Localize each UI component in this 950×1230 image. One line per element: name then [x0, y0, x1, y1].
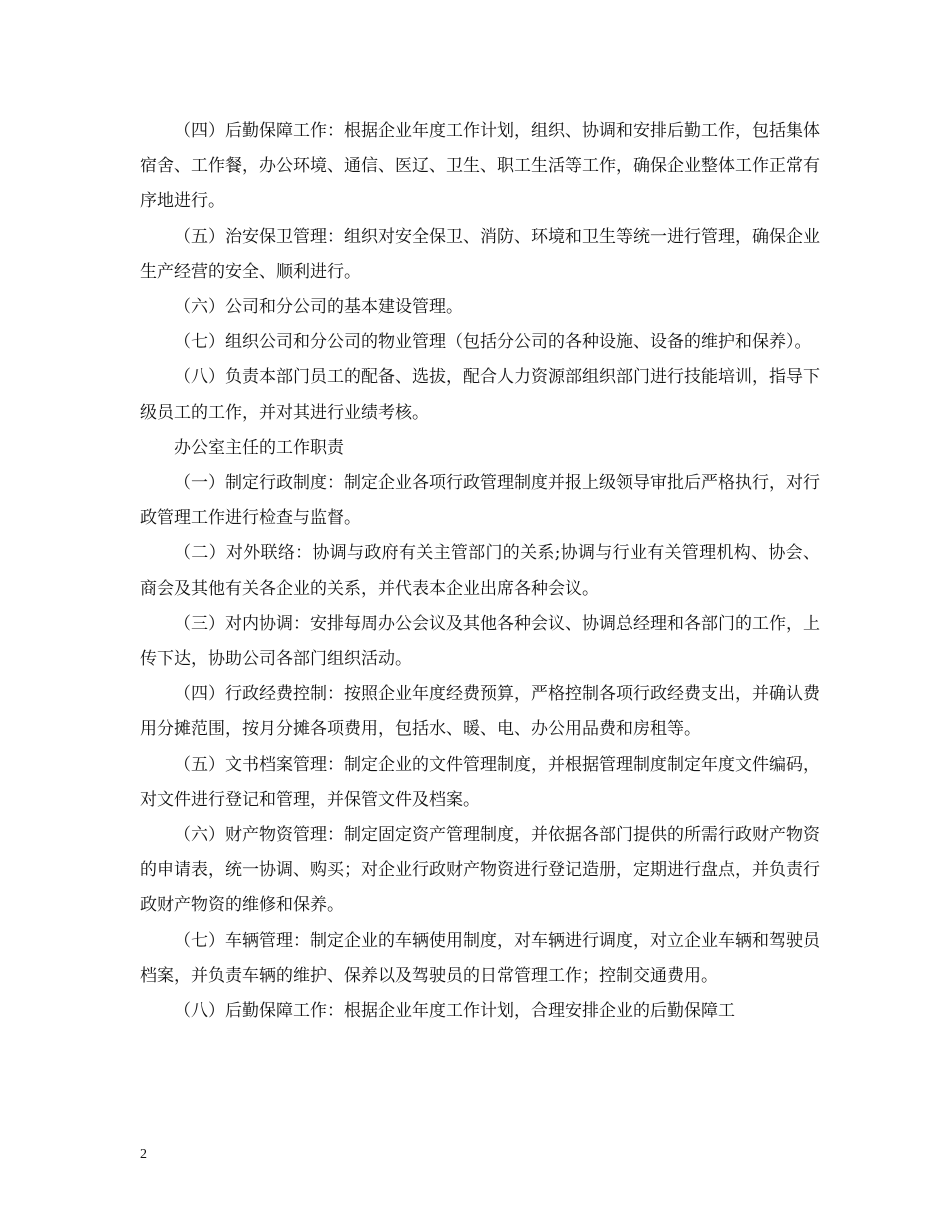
- paragraph: （二）对外联络：协调与政府有关主管部门的关系;协调与行业有关管理机构、协会、商会及其他有关各企业的关系，并代表本企业出席各种会议。: [140, 543, 820, 599]
- paragraph: （六）财产物资管理：制定固定资产管理制度，并依据各部门提供的所需行政财产物资的申请表，统一协调、购买；对企业行政财产物资进行登记造册，定期进行盘点，并负责行政财产物资的维修和保养。: [140, 825, 820, 916]
- paragraph: （五）治安保卫管理：组织对安全保卫、消防、环境和卫生等统一进行管理，确保企业生产经营的安全、顺利进行。: [140, 226, 820, 282]
- paragraph: （八）负责本部门员工的配备、选拔，配合人力资源部组织部门进行技能培训，指导下级员工的工作，并对其进行业绩考核。: [140, 367, 820, 423]
- paragraph: （七）组织公司和分公司的物业管理（包括分公司的各种设施、设备的维护和保养）。: [174, 332, 812, 353]
- page-number: 2: [140, 1147, 147, 1162]
- paragraph: （六）公司和分公司的基本建设管理。: [174, 297, 463, 318]
- paragraph: （四）行政经费控制：按照企业年度经费预算，严格控制各项行政经费支出，并确认费用分摊范围，按月分摊各项费用，包括水、暖、电、办公用品费和房租等。: [140, 684, 820, 740]
- paragraph: （一）制定行政制度：制定企业各项行政管理制度并报上级领导审批后严格执行，对行政管理工作进行检查与监督。: [140, 473, 820, 529]
- paragraph: （五）文书档案管理：制定企业的文件管理制度，并根据管理制度制定年度文件编码，对文件进行登记和管理，并保管文件及档案。: [140, 754, 820, 810]
- paragraph: （四）后勤保障工作：根据企业年度工作计划，组织、协调和安排后勤工作，包括集体宿舍、工作餐，办公环境、通信、医辽、卫生、职工生活等工作，确保企业整体工作正常有序地进行。: [140, 121, 820, 212]
- document-body: [140, 114, 820, 1029]
- section-heading: 办公室主任的工作职责: [174, 437, 344, 458]
- paragraph: （七）车辆管理：制定企业的车辆使用制度，对车辆进行调度，对立企业车辆和驾驶员档案，并负责车辆的维护、保养以及驾驶员的日常管理工作；控制交通费用。: [140, 930, 820, 986]
- paragraph: （八）后勤保障工作：根据企业年度工作计划，合理安排企业的后勤保障工: [174, 1001, 735, 1022]
- paragraph: （三）对内协调：安排每周办公会议及其他各种会议、协调总经理和各部门的工作，上传下达，协助公司各部门组织活动。: [140, 613, 820, 670]
